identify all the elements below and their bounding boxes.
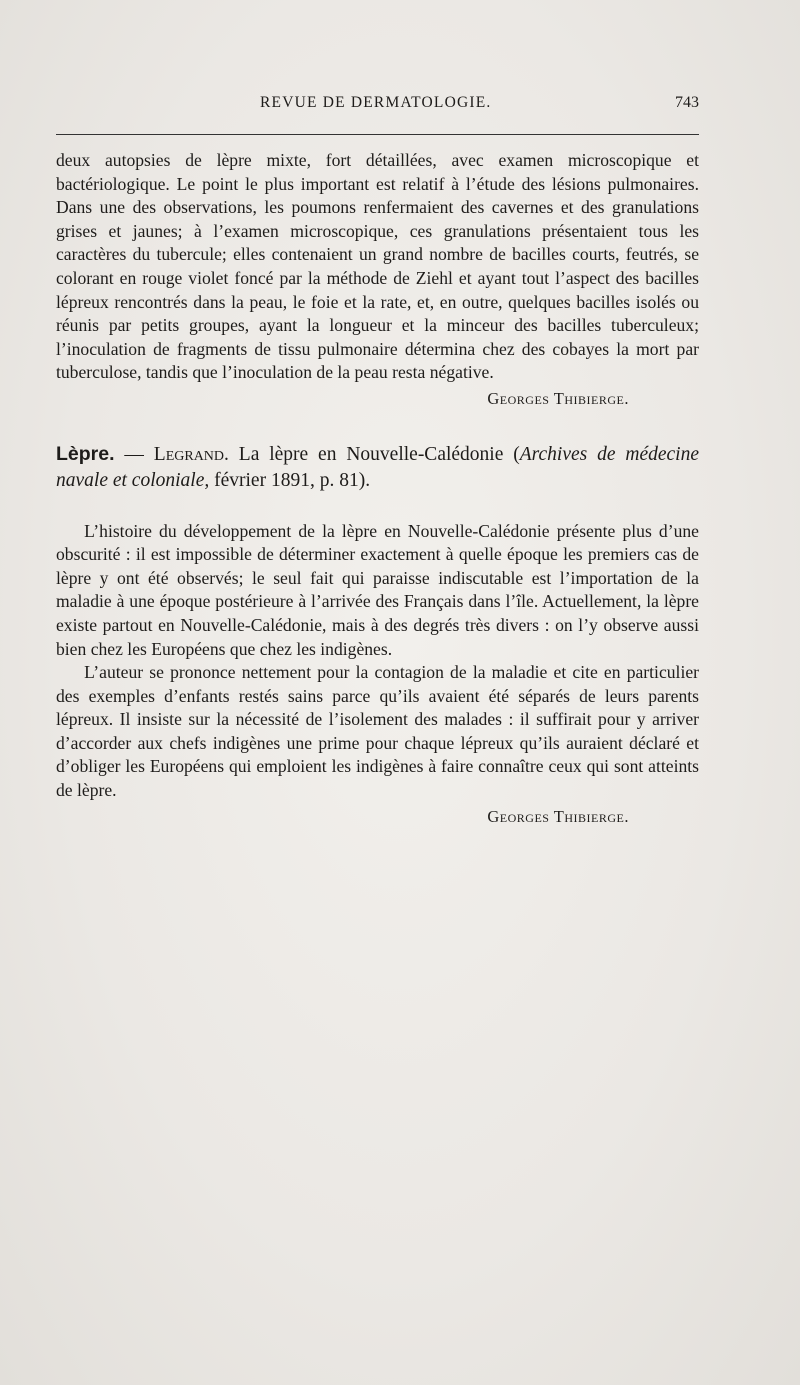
signature: Georges Thibierge. — [487, 388, 629, 408]
entry-journal: Archives de médecine navale et coloniale, — [56, 443, 700, 491]
paragraph-autopsies: deux autopsies de lèpre mixte, fort détaillées, avec examen microscopique et bactériologique. Le point le plus important est relatif à l’étude des lésions pulmonaires. Dans une des observations, les poumons renfermaient des cavernes et des granulations grises et jaunes; à l’examen microscopique, ces granulations présentaient tous les caractères du tubercule; elles contenaient un grand nombre de bacilles courts, feutrés, se colorant en rouge violet foncé par la méthode de Ziehl et ayant tout l’aspect des bacilles lépreux rencontrés dans la peau, le foie et la rate, et, en outre, quelques bacilles isolés ou réunis par petits groupes, ayant la longueur et la minceur des bacilles tuberculeux; l’inoculation de fragments de tissu pulmonaire détermina chez des cobayes la mort par tuberculose, tandis que l’inoculation de la peau resta négative. — [56, 150, 699, 383]
page-number: 743 — [675, 94, 699, 111]
paragraph-history: L’histoire du développement de la lèpre en Nouvelle-Calédonie présente plus d’une obscurité : il est impossible de déterminer exactement à quelle époque les premiers cas de lèpre y ont été observés; le seul fait qui paraisse indiscutable est l’importation de la maladie à une époque postérieure à l’arrivée des Français dans l’île. Actuellement, la lèpre existe partout en Nouvelle-Calédonie, mais à des degrés très divers : on l’y observe aussi bien chez les Européens que chez les indigènes. — [56, 520, 699, 659]
entry-dash: — — [114, 443, 154, 465]
paragraph-contagion: L’auteur se prononce nettement pour la contagion de la maladie et cite en particulier des exemples d’enfants restés sains parce qu’ils avaient été séparés de leurs parents lépreux. Il insiste sur la nécessité de l’isolement des malades : il suffirait pour y arriver d’accorder aux chefs indigènes une prime pour chaque lépreux qu’ils auraient déclaré et d’obliger les Européens qui emploient les indigènes à faire connaître ceux qui sont atteints de lèpre. — [56, 662, 699, 801]
entry-heading — [56, 441, 699, 494]
entry-lemma: Lèpre. — [56, 442, 115, 465]
article-body — [56, 149, 699, 828]
signature-2: Georges Thibierge. — [487, 806, 629, 826]
entry-date: février 1891, p. 81). — [209, 469, 371, 491]
entry-author: Legrand. — [153, 443, 229, 465]
running-title: REVUE DE DERMATOLOGIE. — [260, 94, 492, 111]
entry-title: La lèpre en Nouvelle-Calédonie ( — [228, 443, 520, 465]
page-header — [56, 94, 699, 118]
header-rule — [56, 134, 699, 135]
